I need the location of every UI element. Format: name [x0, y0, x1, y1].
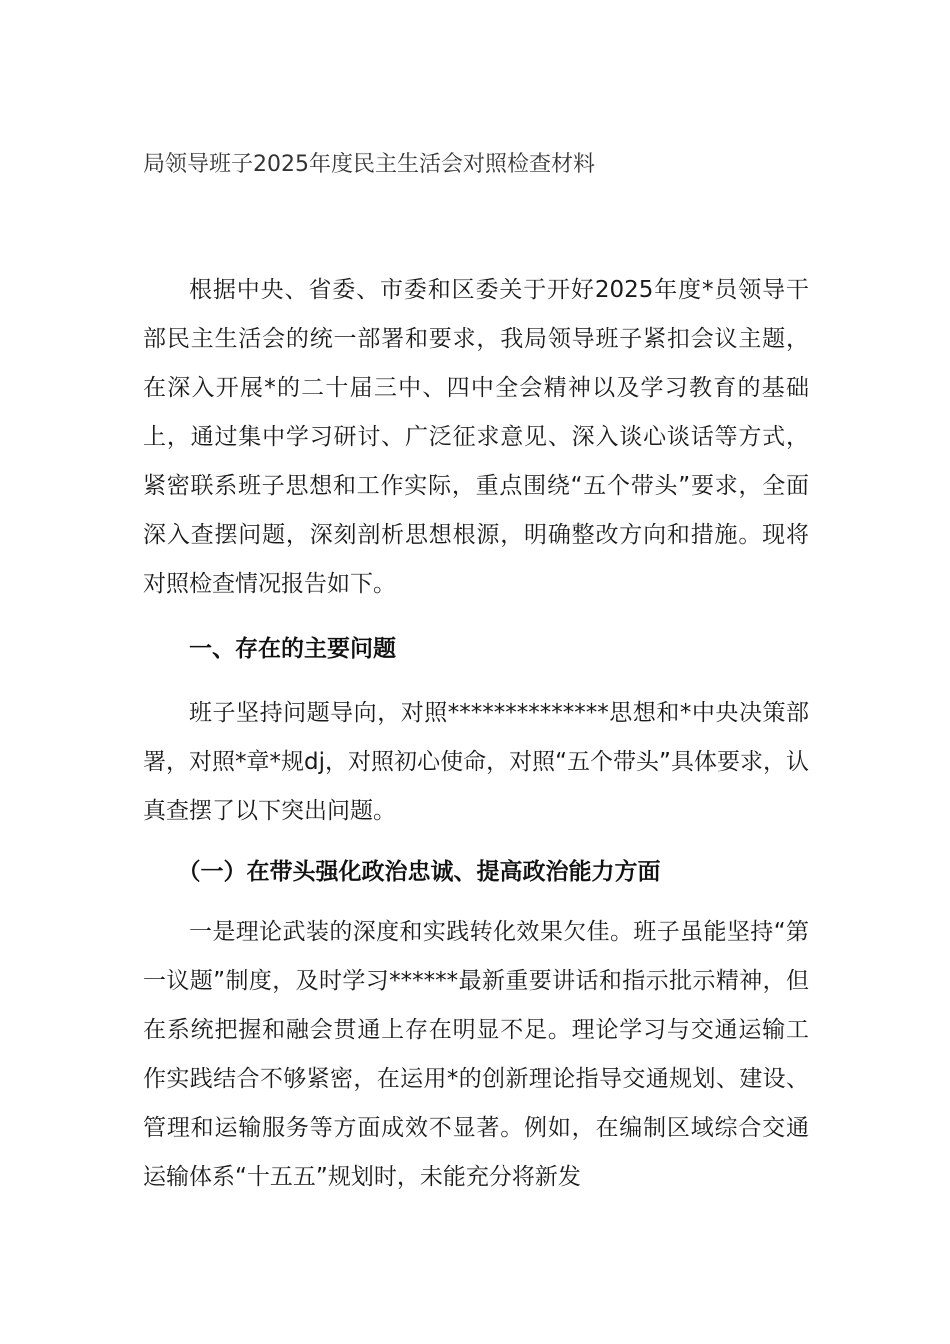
document-title: 局领导班子2025年度民主生活会对照检查材料 — [143, 152, 595, 177]
subsection-1-paragraph: 一是理论武装的深度和实践转化效果欠佳。班子虽能坚持“第一议题”制度，及时学习******最新重要讲话和指示批示精神，但在系统把握和融会贯通上存在明显不足。理论学习与交通运输工作实践结合不够紧密，在运用*的创新理论指导交通规划、建设、管理和运输服务等方面成效不显著。例如，在编制区域综合交通运输体系“十五五”规划时，未能充分将新发 — [143, 919, 809, 1190]
section-heading-main-problems: 一、存在的主要问题 — [189, 636, 396, 662]
subsection-heading-political-loyalty: （一）在带头强化政治忠诚、提高政治能力方面 — [177, 859, 661, 885]
section-1-paragraph: 班子坚持问题导向，对照**************思想和*中央决策部署，对照*章*规dj，对照初心使命，对照“五个带头”具体要求，认真查摆了以下突出问题。 — [143, 700, 809, 824]
intro-paragraph: 根据中央、省委、市委和区委关于开好2025年度*员领导干部民主生活会的统一部署和要求，我局领导班子紧扣会议主题，在深入开展*的二十届三中、四中全会精神以及学习教育的基础上，通过集中学习研讨、广泛征求意见、深入谈心谈话等方式，紧密联系班子思想和工作实际，重点围绕“五个带头”要求，全面深入查摆问题，深刻剖析思想根源，明确整改方向和措施。现将对照检查情况报告如下。 — [143, 277, 809, 597]
